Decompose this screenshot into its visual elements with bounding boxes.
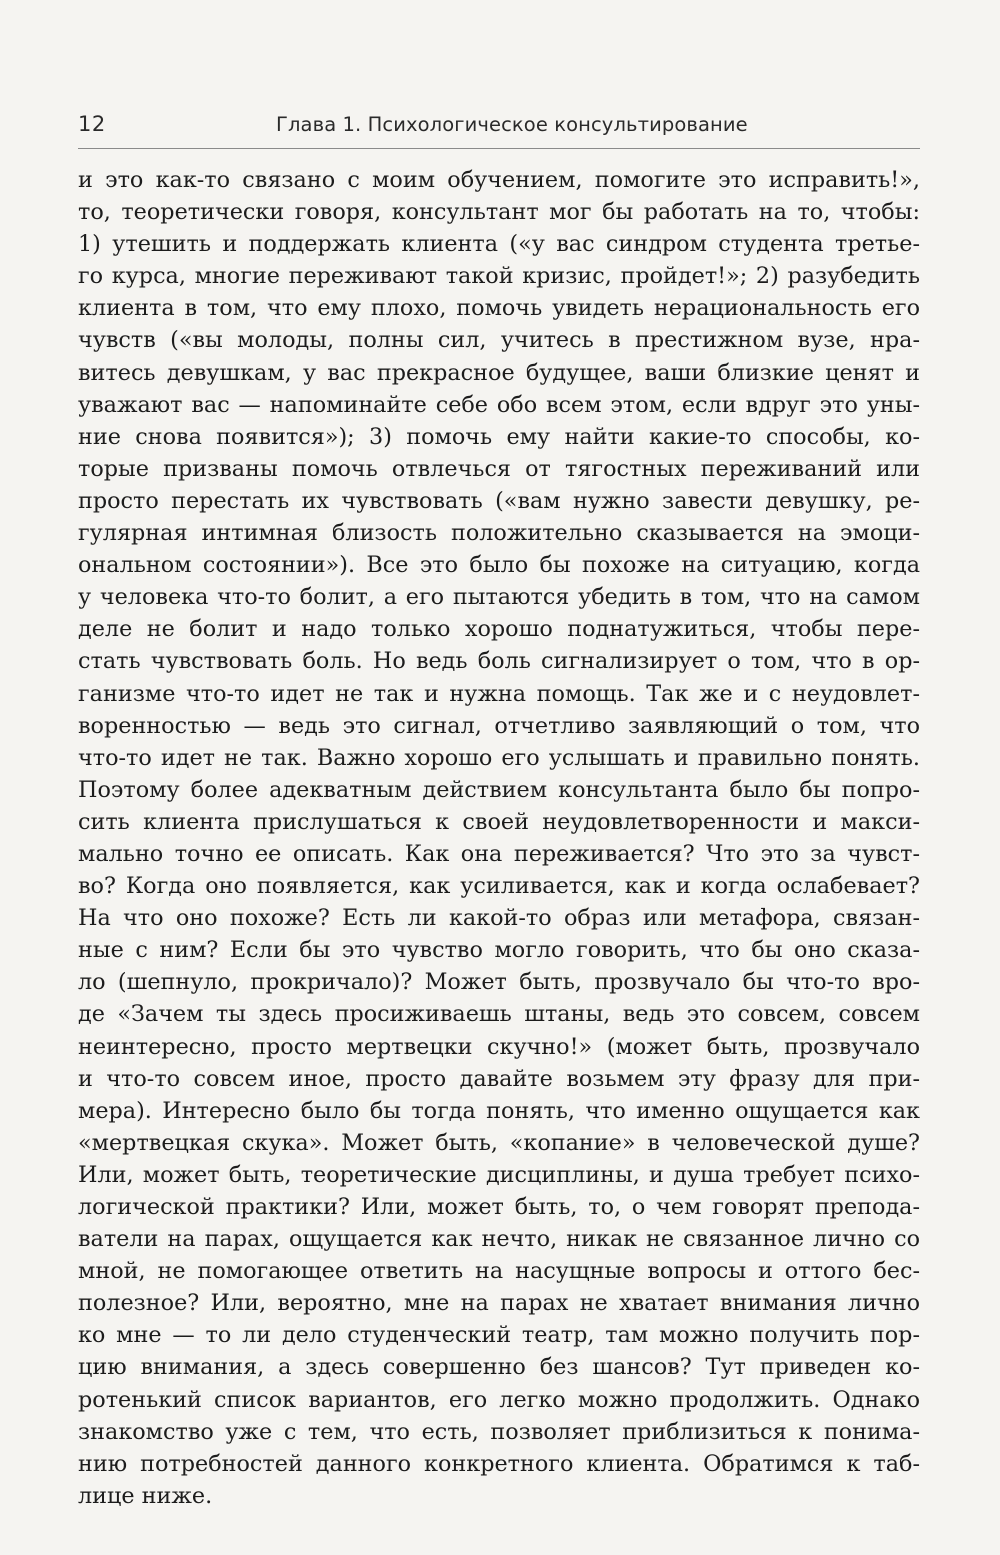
text-line: нию потребностей данного конкретного клиента. Обратимся к таб- — [78, 1450, 920, 1477]
chapter-title: Глава 1. Психологическое консультирование — [276, 113, 748, 136]
text-line: сить клиента прислушаться к своей неудовлетворенности и макси- — [78, 808, 920, 835]
text-line: го курса, многие переживают такой кризис, пройдет!»; 2) разубедить — [78, 263, 920, 290]
text-line: ные с ним? Если бы это чувство могло говорить, что бы оно сказа- — [78, 937, 920, 964]
text-line: 1) утешить и поддержать клиента («у вас синдром студента третье- — [78, 231, 920, 258]
text-line: Или, может быть, теоретические дисциплины, и душа требует психо- — [78, 1161, 920, 1188]
text-line: гулярная интимная близость положительно сказывается на эмоци- — [78, 520, 920, 547]
text-line: мера). Интересно было бы тогда понять, что именно ощущается как — [78, 1097, 920, 1124]
text-line: просто перестать их чувствовать («вам нужно завести девушку, ре- — [78, 487, 920, 514]
page-number: 12 — [78, 112, 106, 136]
text-line: во? Когда оно появляется, как усиливается, как и когда ослабевает? — [78, 873, 920, 900]
text-line: полезное? Или, вероятно, мне на парах не хватает внимания лично — [78, 1290, 920, 1317]
text-line: ональном состоянии»). Все это было бы похоже на ситуацию, когда — [78, 552, 920, 579]
text-line: клиента в том, что ему плохо, помочь увидеть нерациональность его — [78, 295, 920, 322]
text-line: мально точно ее описать. Как она переживается? Что это за чувст- — [78, 840, 920, 867]
text-line: лице ниже. — [78, 1482, 213, 1509]
text-line: мной, не помогающее ответить на насущные вопросы и оттого бес- — [78, 1258, 920, 1285]
text-line: де «Зачем ты здесь просиживаешь штаны, ведь это совсем, совсем — [78, 1001, 920, 1028]
text-line: «мертвецкая скука». Может быть, «копание» в человеческой душе? — [78, 1129, 920, 1156]
text-line: торые призваны помочь отвлечься от тягостных переживаний или — [78, 455, 920, 482]
text-line: уважают вас — напоминайте себе обо всем этом, если вдруг это уны- — [78, 391, 920, 418]
text-line: деле не болит и надо только хорошо поднатужиться, чтобы пере- — [78, 616, 920, 643]
text-line: ротенький список вариантов, его легко можно продолжить. Однако — [78, 1386, 920, 1413]
text-line: неинтересно, просто мертвецки скучно!» (может быть, прозвучало — [78, 1033, 920, 1060]
text-line: Поэтому более адекватным действием консультанта было бы попро- — [78, 776, 920, 803]
text-line: то, теоретически говоря, консультант мог бы работать на то, чтобы: — [78, 199, 920, 226]
running-header — [78, 108, 920, 149]
text-line: знакомство уже с тем, что есть, позволяет приблизиться к понима- — [78, 1418, 920, 1445]
text-line: стать чувствовать боль. Но ведь боль сигнализирует о том, что в ор- — [78, 648, 920, 675]
text-line: и это как-то связано с моим обучением, помогите это исправить!», — [78, 167, 920, 193]
text-line: ко мне — то ли дело студенческий театр, там можно получить пор- — [78, 1322, 920, 1349]
text-line: На что оно похоже? Есть ли какой-то образ или метафора, связан- — [78, 905, 920, 932]
text-line: витесь девушкам, у вас прекрасное будущее, ваши близкие ценят и — [78, 359, 920, 386]
text-line: воренностью — ведь это сигнал, отчетливо заявляющий о том, что — [78, 712, 920, 739]
text-line: чувств («вы молоды, полны сил, учитесь в престижном вузе, нра- — [78, 327, 920, 354]
text-line: ганизме что-то идет не так и нужна помощь. Так же и с неудовлет- — [78, 680, 920, 707]
text-line: что-то идет не так. Важно хорошо его услышать и правильно понять. — [78, 744, 920, 771]
text-line: ло (шепнуло, прокричало)? Может быть, прозвучало бы что-то вро- — [78, 969, 920, 996]
text-line: и что-то совсем иное, просто давайте возьмем эту фразу для при- — [78, 1065, 920, 1092]
text-line: цию внимания, а здесь совершенно без шансов? Тут приведен ко- — [78, 1354, 920, 1381]
body-paragraph — [78, 164, 920, 1512]
text-line: ние снова появится»); 3) помочь ему найти какие-то способы, ко- — [78, 423, 920, 450]
text-line: ватели на парах, ощущается как нечто, никак не связанное лично со — [78, 1226, 920, 1253]
text-line: логической практики? Или, может быть, то, о чем говорят препода- — [78, 1194, 920, 1220]
text-line: у человека что-то болит, а его пытаются убедить в том, что на самом — [78, 584, 920, 611]
